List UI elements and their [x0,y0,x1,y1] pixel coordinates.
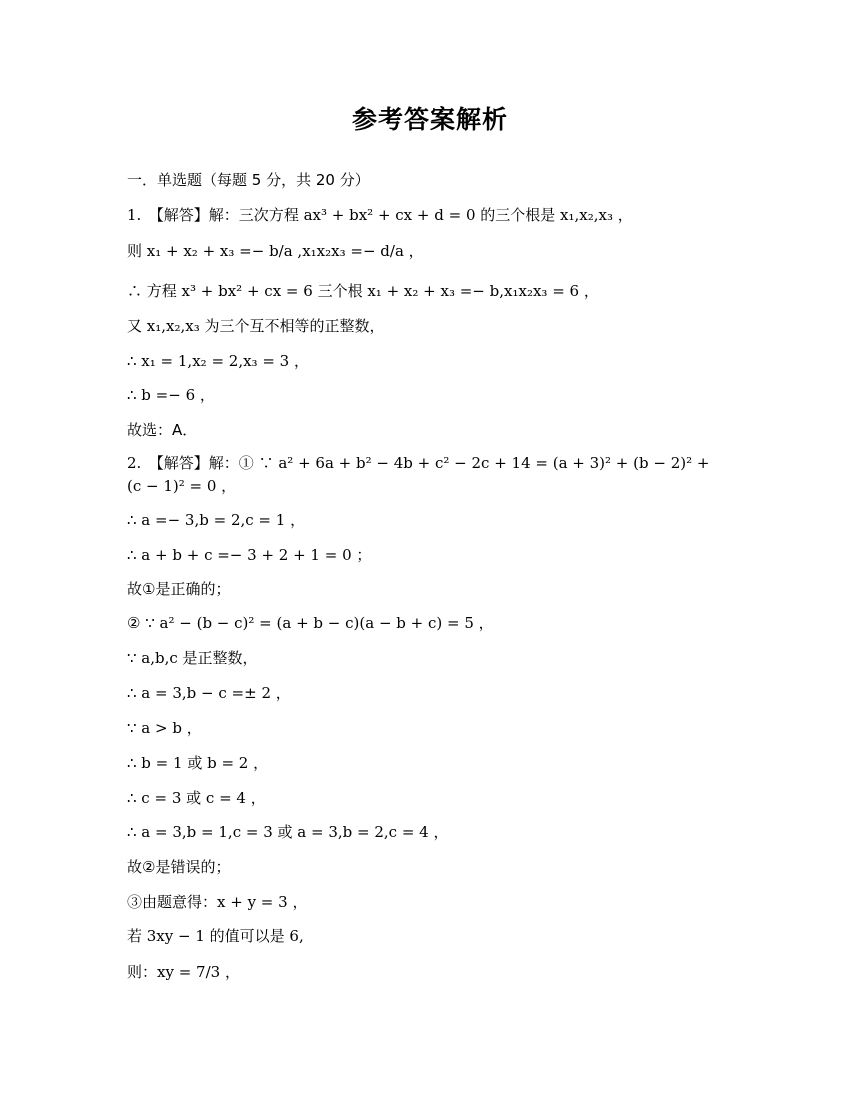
solution-line: ∴ b = 1 或 b = 2 ， [127,754,269,772]
solution-line: ∴ x₁ = 1,x₂ = 2,x₃ = 3 ， [127,352,309,370]
solution-line: ② ∵ a² − (b − c)² = (a + b − c)(a − b + c) = 5 ， [127,614,494,632]
solution-line: ∵ a > b ， [127,719,202,737]
solution-line: ∴ c = 3 或 c = 4 ， [127,789,266,807]
solution-line: 1. 【解答】解：三次方程 ax³ + bx² + cx + d = 0 的三个根是 x₁,x₂,x₃ ， [127,206,633,224]
solution-line: 则：xy = 7/3 ， [127,963,240,981]
page-title: 参考答案解析 [351,105,508,134]
solution-line: (c − 1)² = 0 ， [127,477,237,495]
solution-line: 故选：A． [127,421,198,439]
solution-line: ∴ a = 3,b − c =± 2 ， [127,684,291,702]
solution-line: ∴ b =− 6 ， [127,386,215,404]
section-heading: 一．单选题（每题 5 分，共 20 分） [127,171,370,189]
solution-line: 又 x₁,x₂,x₃ 为三个互不相等的正整数， [127,317,385,335]
solution-line: ∴ a = 3,b = 1,c = 3 或 a = 3,b = 2,c = 4 ， [127,823,449,841]
solution-line: 若 3xy − 1 的值可以是 6, [127,927,304,945]
solution-line: ∵ a,b,c 是正整数， [127,649,258,667]
solution-line: ∴ 方程 x³ + bx² + cx = 6 三个根 x₁ + x₂ + x₃ =− b,x₁x₂x₃ = 6 ， [127,282,599,300]
solution-line: 2. 【解答】解：① ∵ a² + 6a + b² − 4b + c² − 2c + 14 = (a + 3)² + (b − 2)² + [127,454,710,472]
solution-line: ∴ a + b + c =− 3 + 2 + 1 = 0 ； [127,546,372,564]
solution-line: ③由题意得：x + y = 3 ， [127,893,308,911]
solution-line: ∴ a =− 3,b = 2,c = 1 ， [127,511,306,529]
solution-line: 故②是错误的； [127,858,231,876]
solution-line: 则 x₁ + x₂ + x₃ =− b/a ,x₁x₂x₃ =− d/a ， [127,242,424,260]
solution-line: 故①是正确的； [127,580,231,598]
